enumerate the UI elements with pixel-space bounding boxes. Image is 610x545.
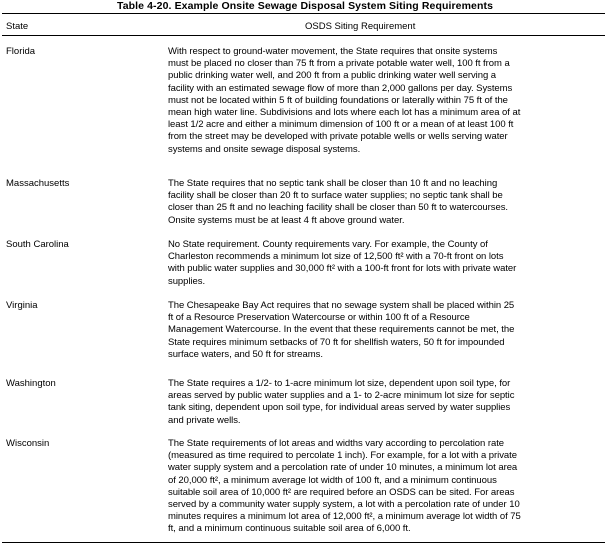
state-cell: Washington [6,378,56,389]
top-rule [2,13,605,14]
requirement-cell: With respect to ground-water movement, the State requires that onsite systems must be placed no closer than 75 ft from a private potable water well, 100 ft from a public drinking water well, and 200 ft from a public drinking water well serving a facility with an estimated sewage flow of more than 2,000 gallons per day. Systems must not be located within 5 ft of building foundations or laterally within 75 ft of the mean high water line. Subdivisions and lots where each lot has a minimum area of at least 1/2 acre and either a minimum dimension of 100 ft or a mean of at least 100 ft from the street may be developed with private potable wells or wells serving water systems and onsite sewage disposal systems. [168,46,521,155]
requirement-cell: No State requirement. County requirements vary. For example, the County of Charleston recommends a minimum lot size of 12,500 ft² with a 70-ft front on lots with public water supplies and 30,000 ft² with a 100-ft front for lots with private water supplies. [168,239,517,287]
state-cell: Massachusetts [6,178,70,189]
table-title: Table 4-20. Example Onsite Sewage Disposal System Siting Requirements [116,0,494,12]
state-cell: Florida [6,46,36,57]
requirement-cell: The Chesapeake Bay Act requires that no sewage system shall be placed within 25 ft of a Resource Preservation Watercourse or within 100 ft of a Resource Management Watercourse. In the event that these requirements cannot be met, the State requires minimum setbacks of 70 ft for shellfish waters, 50 ft for impounded surface waters, and 50 ft for streams. [168,300,515,360]
requirement-cell: The State requirements of lot areas and widths vary according to percolation rate (measured as time required to percolate 1 inch). For example, for a lot with a private water supply system and a percolation rate of under 10 minutes, a minimum lot area of 20,000 ft², a minimum average lot width of 100 ft, and a minimum continuous suitable soil area of 10,000 ft² are required before an OSDS can be sited. For areas served by a community water supply system, a lot with a percolation rate of under 10 minutes requires a minimum lot area of 12,000 ft², a minimum average lot width of 75 ft, and a minimum continuous suitable soil area of 6,000 ft. [168,438,521,535]
state-column-header: State [6,21,29,32]
state-cell: Wisconsin [6,438,50,449]
requirement-cell: The State requires a 1/2- to 1-acre minimum lot size, dependent upon soil type, for areas served by public water supplies and a 1- to 2-acre minimum lot size for septic tank siting, dependent upon soil type, for individual areas served by water supplies and private wells. [168,378,515,426]
requirement-column-header: OSDS Siting Requirement [305,21,416,32]
header-rule [2,35,605,36]
requirement-cell: The State requires that no septic tank shall be closer than 10 ft and no leaching facility shall be closer than 20 ft to surface water supplies; no septic tank shall be closer than 25 ft and no leaching facility shall be closer than 50 ft to watercourses. Onsite systems must be at least 4 ft above ground water. [168,178,509,226]
state-cell: Virginia [6,300,38,311]
bottom-rule [2,542,605,543]
state-cell: South Carolina [6,239,69,250]
